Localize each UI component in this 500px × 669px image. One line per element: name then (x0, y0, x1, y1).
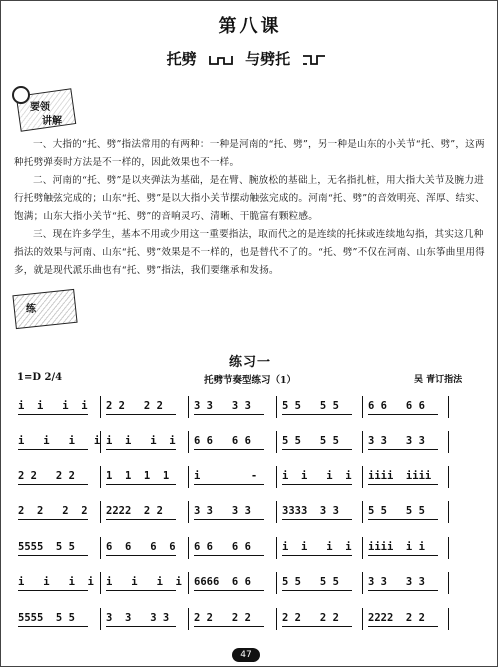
beam-underline (194, 414, 264, 415)
measure: i i i i (18, 576, 94, 588)
measure: 5555 5 5 (18, 541, 75, 553)
beam-underline (194, 626, 264, 627)
score-row (12, 392, 480, 424)
beam-underline (282, 414, 352, 415)
measure: 3 3 3 3 (194, 400, 251, 412)
beam-underline (106, 519, 176, 520)
bar-line (188, 431, 189, 453)
measure: 3 3 3 3 (194, 505, 251, 517)
bar-line (100, 572, 101, 594)
bar-line (362, 466, 363, 488)
score-row (12, 462, 480, 494)
beam-underline (282, 590, 352, 591)
score-row (12, 604, 480, 636)
bar-line (448, 396, 449, 418)
measure: 2 2 2 2 (18, 470, 75, 482)
measure: 2222 2 2 (368, 612, 425, 624)
measure: 2 2 2 2 (282, 612, 339, 624)
beam-underline (106, 626, 176, 627)
measure: 5555 5 5 (18, 612, 75, 624)
bar-line (188, 608, 189, 630)
key-signature: 1=D 2/4 (17, 372, 63, 383)
beam-underline (282, 626, 352, 627)
bar-line (448, 466, 449, 488)
score-row (12, 497, 480, 529)
practice-tag-card (12, 289, 77, 329)
beam-underline (194, 555, 264, 556)
bar-line (362, 501, 363, 523)
beam-underline (368, 590, 438, 591)
bar-line (276, 396, 277, 418)
practice-tag-label: 练 (26, 304, 36, 315)
practice-tag (8, 286, 78, 332)
bar-line (362, 608, 363, 630)
measure: 6666 6 6 (194, 576, 251, 588)
measure: i - (194, 470, 258, 482)
beam-underline (18, 590, 88, 591)
lesson-subtitle (0, 48, 500, 69)
score-row (12, 427, 480, 459)
measure: 3 3 3 3 (106, 612, 170, 624)
bar-line (448, 501, 449, 523)
paragraph-2: 二、河南的“托、劈”是以夹弹法为基础，是在臂、腕放松的基础上，无名指扎桩，用大指大关节及腕力进行托劈触弦完成的；山东“托、劈”是以大指小关节摆动触弦完成的。河南“托、劈”的音效明亮、浑厚、结实、饱满；山东大指小关节“托、劈”的音响灵巧、清晰、干脆富有颗粒感。 (14, 175, 485, 222)
subtitle-pituo: 与劈托 (245, 50, 291, 68)
lesson-title: 第八课 (218, 16, 282, 37)
beam-underline (18, 555, 88, 556)
bar-line (362, 572, 363, 594)
measure: 2 2 2 2 (194, 612, 251, 624)
beam-underline (368, 449, 438, 450)
beam-underline (282, 519, 352, 520)
measure: iiii iiii (368, 470, 432, 482)
exercise-author: 吴 青订指法 (414, 375, 463, 385)
beam-underline (106, 590, 176, 591)
bar-line (448, 572, 449, 594)
bar-line (448, 431, 449, 453)
pin-icon (12, 86, 30, 104)
bar-line (100, 608, 101, 630)
measure: i i i i (282, 470, 352, 482)
beam-underline (368, 414, 438, 415)
beam-underline (106, 555, 176, 556)
measure: 3 3 3 3 (368, 576, 425, 588)
score-row (12, 533, 480, 565)
beam-underline (18, 626, 88, 627)
bar-line (100, 466, 101, 488)
bar-line (448, 608, 449, 630)
beam-underline (106, 449, 176, 450)
bar-line (448, 537, 449, 559)
bar-line (188, 501, 189, 523)
beam-underline (18, 519, 88, 520)
bar-line (276, 537, 277, 559)
beam-underline (368, 484, 438, 485)
bar-line (100, 396, 101, 418)
explain-tag-line2: 讲解 (42, 116, 62, 127)
measure: i i i i (282, 541, 352, 553)
beam-underline (18, 449, 88, 450)
beam-underline (368, 626, 438, 627)
bar-line (276, 501, 277, 523)
measure: 3333 3 3 (282, 505, 339, 517)
tuopi-symbol-icon (208, 54, 234, 66)
measure: 6 6 6 6 (194, 435, 251, 447)
score-row (12, 568, 480, 600)
measure: i i i i (18, 400, 88, 412)
subtitle-tuopi: 托劈 (166, 50, 197, 68)
measure: 5 5 5 5 (282, 576, 339, 588)
measure: 5 5 5 5 (282, 400, 339, 412)
bar-line (188, 537, 189, 559)
beam-underline (106, 414, 176, 415)
beam-underline (194, 449, 264, 450)
bar-line (100, 501, 101, 523)
measure: iiii i i (368, 541, 425, 553)
explain-tag-line1: 要领 (30, 102, 50, 113)
measure: 2 2 2 2 (18, 505, 88, 517)
exercise-subtitle: 托劈节奏型练习（1） (203, 375, 297, 386)
bar-line (362, 431, 363, 453)
beam-underline (282, 449, 352, 450)
beam-underline (368, 555, 438, 556)
beam-underline (194, 484, 264, 485)
bar-line (362, 537, 363, 559)
measure: 6 6 6 6 (194, 541, 251, 553)
beam-underline (106, 484, 176, 485)
measure: 1 1 1 1 (106, 470, 170, 482)
measure: 2 2 2 2 (106, 400, 163, 412)
measure: i i i i (106, 576, 182, 588)
measure: i i i i (18, 435, 101, 447)
beam-underline (194, 519, 264, 520)
measure: 6 6 6 6 (106, 541, 176, 553)
bar-line (276, 608, 277, 630)
paragraph-1: 一、大指的“托、劈”指法常用的有两种：一种是河南的“托、劈”，另一种是山东的小关节“托、劈”，这两种托劈弹奏时方法是不一样的，因此效果也不一样。 (14, 139, 485, 168)
measure: 2222 2 2 (106, 505, 163, 517)
beam-underline (18, 414, 88, 415)
measure: 5 5 5 5 (368, 505, 425, 517)
bar-line (188, 466, 189, 488)
bar-line (362, 396, 363, 418)
paragraph-3: 三、现在许多学生，基本不用或少用这一重要指法，取而代之的是连续的托抹或连续地勾指，其实这几种指法的效果与河南、山东“托、劈”效果是不一样的，也是替代不了的。“托、劈”不仅在河南、山东筝曲里用得多，就是现代派乐曲也有“托、劈”指法，我们要继承和发扬。 (14, 229, 485, 276)
page-number: 47 (232, 648, 260, 662)
bar-line (100, 537, 101, 559)
bar-line (276, 572, 277, 594)
bar-line (188, 572, 189, 594)
beam-underline (282, 555, 352, 556)
explain-tag (8, 84, 78, 130)
pituo-symbol-icon (301, 54, 327, 66)
beam-underline (18, 484, 88, 485)
bar-line (188, 396, 189, 418)
beam-underline (282, 484, 352, 485)
measure: 5 5 5 5 (282, 435, 339, 447)
bar-line (276, 431, 277, 453)
beam-underline (368, 519, 438, 520)
exercise-title: 练习一 (228, 355, 271, 370)
bar-line (276, 466, 277, 488)
measure: 3 3 3 3 (368, 435, 425, 447)
measure: i i i i (106, 435, 176, 447)
beam-underline (194, 590, 264, 591)
measure: 6 6 6 6 (368, 400, 425, 412)
